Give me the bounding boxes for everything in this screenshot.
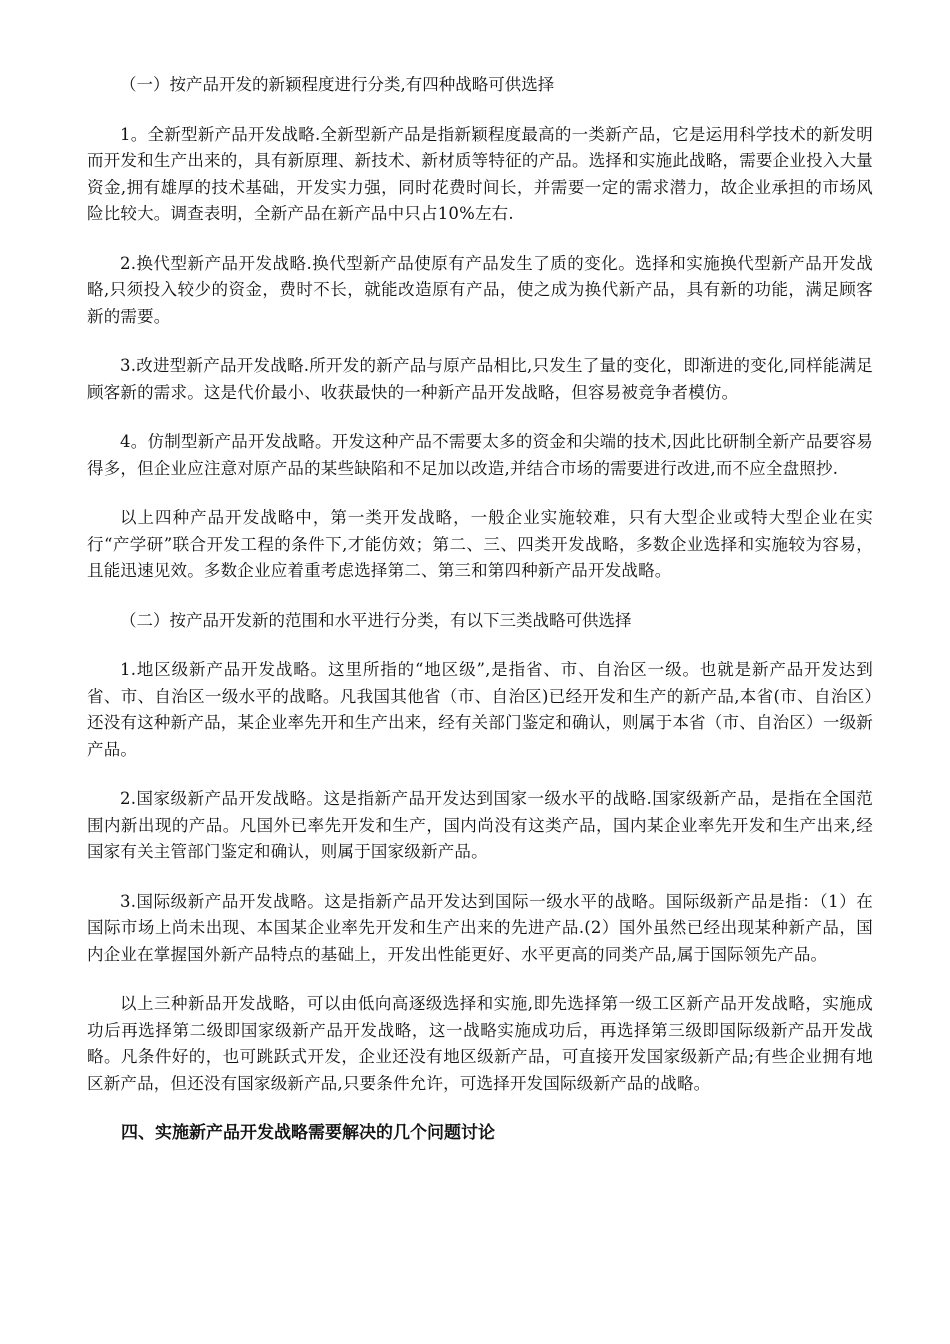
paragraph-regional-strategy: 1.地区级新产品开发战略。这里所指的“地区级”,是指省、市、自治区一级。也就是新产品开发达到省、市、自治区一级水平的战略。凡我国其他省（市、自治区)已经开发和生产的新产品,本省(市、自治区）还没有这种新产品，某企业率先开和生产出来，经有关部门鉴定和确认，则属于本省（市、自治区）一级新产品。 <box>87 660 873 759</box>
paragraph-summary-four-strategies: 以上四种产品开发战略中，第一类开发战略，一般企业实施较难，只有大型企业或特大型企业在实行“产学研”联合开发工程的条件下,才能仿效；第二、三、四类开发战略，多数企业选择和实施较为容易，且能迅速见效。多数企业应着重考虑选择第二、第三和第四种新产品开发战略。 <box>87 508 873 580</box>
paragraph-national-strategy: 2.国家级新产品开发战略。这是指新产品开发达到国家一级水平的战略.国家级新产品，是指在全国范围内新出现的产品。凡国外已率先开发和生产，国内尚没有这类产品，国内某企业率先开发和生产出来,经国家有关主管部门鉴定和确认，则属于国家级新产品。 <box>87 789 873 861</box>
paragraph-summary-three-strategies: 以上三种新品开发战略，可以由低向高逐级选择和实施,即先选择第一级工区新产品开发战略，实施成功后再选择第二级即国家级新产品开发战略，这一战略实施成功后，再选择第三级即国际级新产品开发战略。凡条件好的，也可跳跃式开发，企业还没有地区级新产品，可直接开发国家级新产品;有些企业拥有地区新产品，但还没有国家级新产品,只要条件允许，可选择开发国际级新产品的战略。 <box>87 994 873 1093</box>
subheading-scope-classification: （二）按产品开发新的范围和水平进行分类，有以下三类战略可供选择 <box>120 610 632 630</box>
paragraph-improvement-strategy: 3.改进型新产品开发战略.所开发的新产品与原产品相比,只发生了量的变化，即渐进的变化,同样能满足顾客新的需求。这是代价最小、收获最快的一种新产品开发战略，但容易被竞争者模仿。 <box>87 356 873 402</box>
paragraph-replacement-strategy: 2.换代型新产品开发战略.换代型新产品使原有产品发生了质的变化。选择和实施换代型新产品开发战略,只须投入较少的资金，费时不长，就能改造原有产品，使之成为换代新产品，具有新的功能，满足顾客新的需要。 <box>87 253 873 326</box>
document-page <box>87 72 873 1147</box>
subheading-novelty-classification: （一）按产品开发的新颖程度进行分类,有四种战略可供选择 <box>120 75 555 94</box>
paragraph-imitation-strategy: 4。仿制型新产品开发战略。开发这种产品不需要太多的资金和尖端的技术,因此比研制全新产品要容易得多，但企业应注意对原产品的某些缺陷和不足加以改造,并结合市场的需要进行改进,而不应全盘照抄. <box>87 432 873 478</box>
paragraph-brand-new-strategy: 1。全新型新产品开发战略.全新型新产品是指新颖程度最高的一类新产品，它是运用科学技术的新发明而开发和生产出来的，具有新原理、新技术、新材质等特征的产品。选择和实施此战略，需要企业投入大量资金,拥有雄厚的技术基础，开发实力强，同时花费时间长，并需要一定的需求潜力，故企业承担的市场风险比较大。调查表明，全新产品在新产品中只占10%左右. <box>87 124 873 223</box>
section-heading-four: 四、实施新产品开发战略需要解决的几个问题讨论 <box>121 1123 495 1143</box>
paragraph-international-strategy: 3.国际级新产品开发战略。这是指新产品开发达到国际一级水平的战略。国际级新产品是指：（1）在国际市场上尚未出现、本国某企业率先开发和生产出来的先进产品.(2）国外虽然已经出现某种新产品，国内企业在掌握国外新产品特点的基础上，开发出性能更好、水平更高的同类产品,属于国际领先产品。 <box>87 891 873 964</box>
